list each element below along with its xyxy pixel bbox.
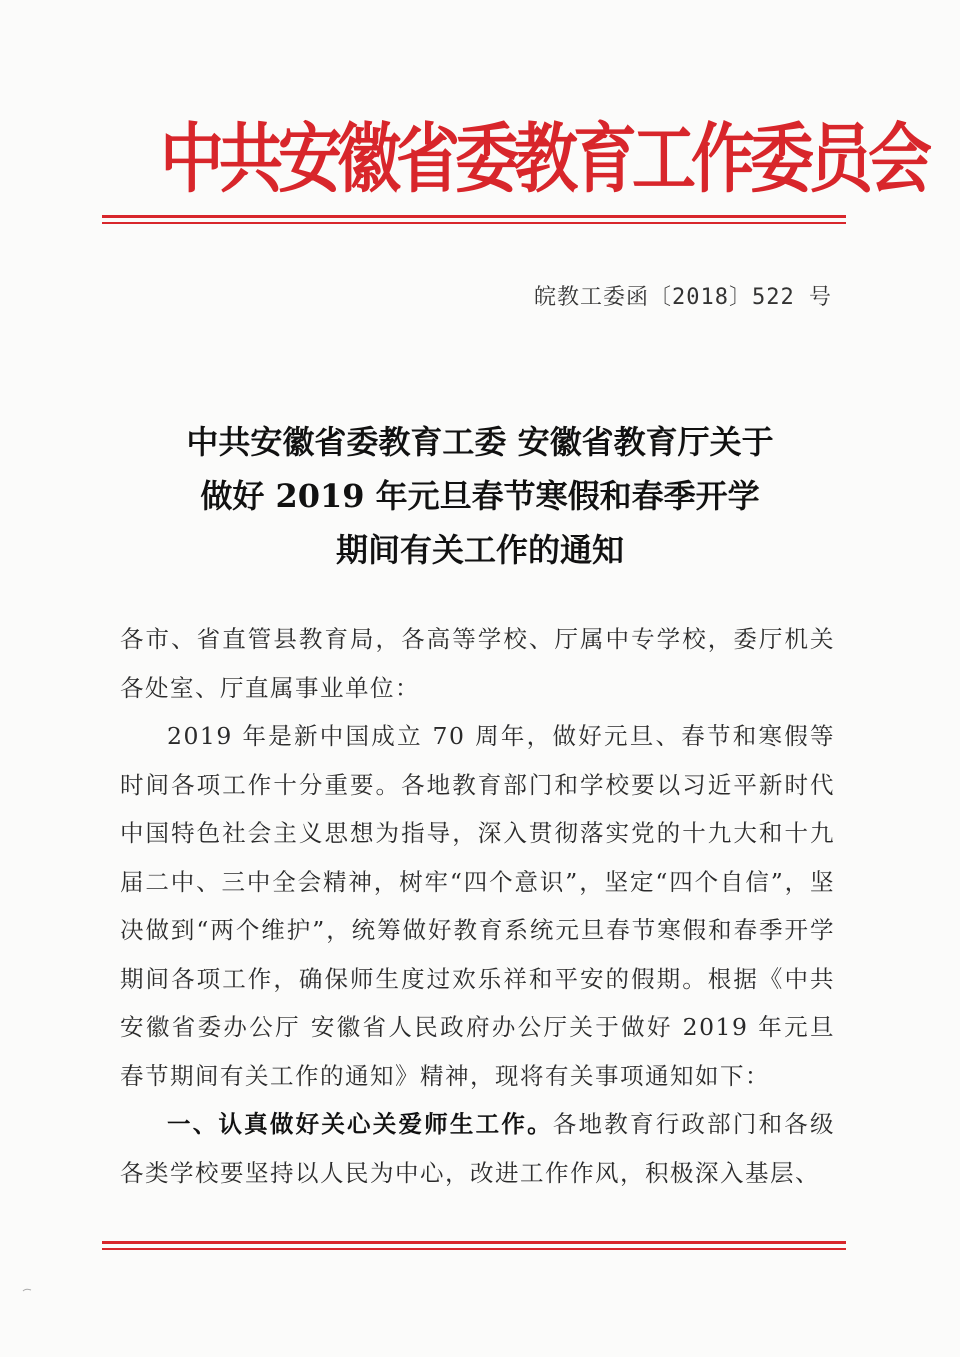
letterhead-rule-thin [102, 222, 846, 224]
footer-rule-thick [102, 1241, 846, 1244]
footer-rule-thin [102, 1248, 846, 1250]
notice-title [100, 415, 860, 577]
notice-title-line-3: 期间有关工作的通知 [335, 531, 624, 569]
scan-speck-mark [22, 1288, 32, 1292]
section-1-text: 各地教育行政部门和各级各类学校要坚持以人民为中心，改进工作作风，积极深入基层、 [120, 1110, 836, 1187]
letterhead-title: 中共安徽省委教育工作委员会 [160, 115, 927, 204]
recipients-paragraph: 各市、省直管县教育局，各高等学校、厅属中专学校，委厅机关各处室、厅直属事业单位： [120, 625, 835, 702]
section-1-paragraph [120, 1100, 835, 1197]
document-number: 皖教工委函〔2018〕522 号 [534, 285, 832, 310]
section-1-heading: 一、认真做好关心关爱师生工作。 [167, 1110, 553, 1138]
notice-body [120, 615, 835, 1197]
notice-title-line-2: 做好 2019 年元旦春节寒假和春季开学 [200, 477, 760, 515]
notice-title-line-1: 中共安徽省委教育工委 安徽省教育厅关于 [186, 423, 774, 461]
intro-paragraph: 2019 年是新中国成立 70 周年，做好元旦、春节和寒假等时间各项工作十分重要。各地教育部门和学校要以习近平新时代中国特色社会主义思想为指导，深入贯彻落实党的十九大和十九届二中、三中全会精神，树牢“四个意识”，坚定“四个自信”，坚决做到“两个维护”，统筹做好教育系统元旦春节寒假和春季开学期间各项工作，确保师生度过欢乐祥和平安的假期。根据《中共安徽省委办公厅 安徽省人民政府办公厅关于做好 2019 年元旦春节期间有关工作的通知》精神，现将有关事项通知如下： [120, 722, 835, 1090]
letterhead-rule-thick [102, 215, 846, 218]
